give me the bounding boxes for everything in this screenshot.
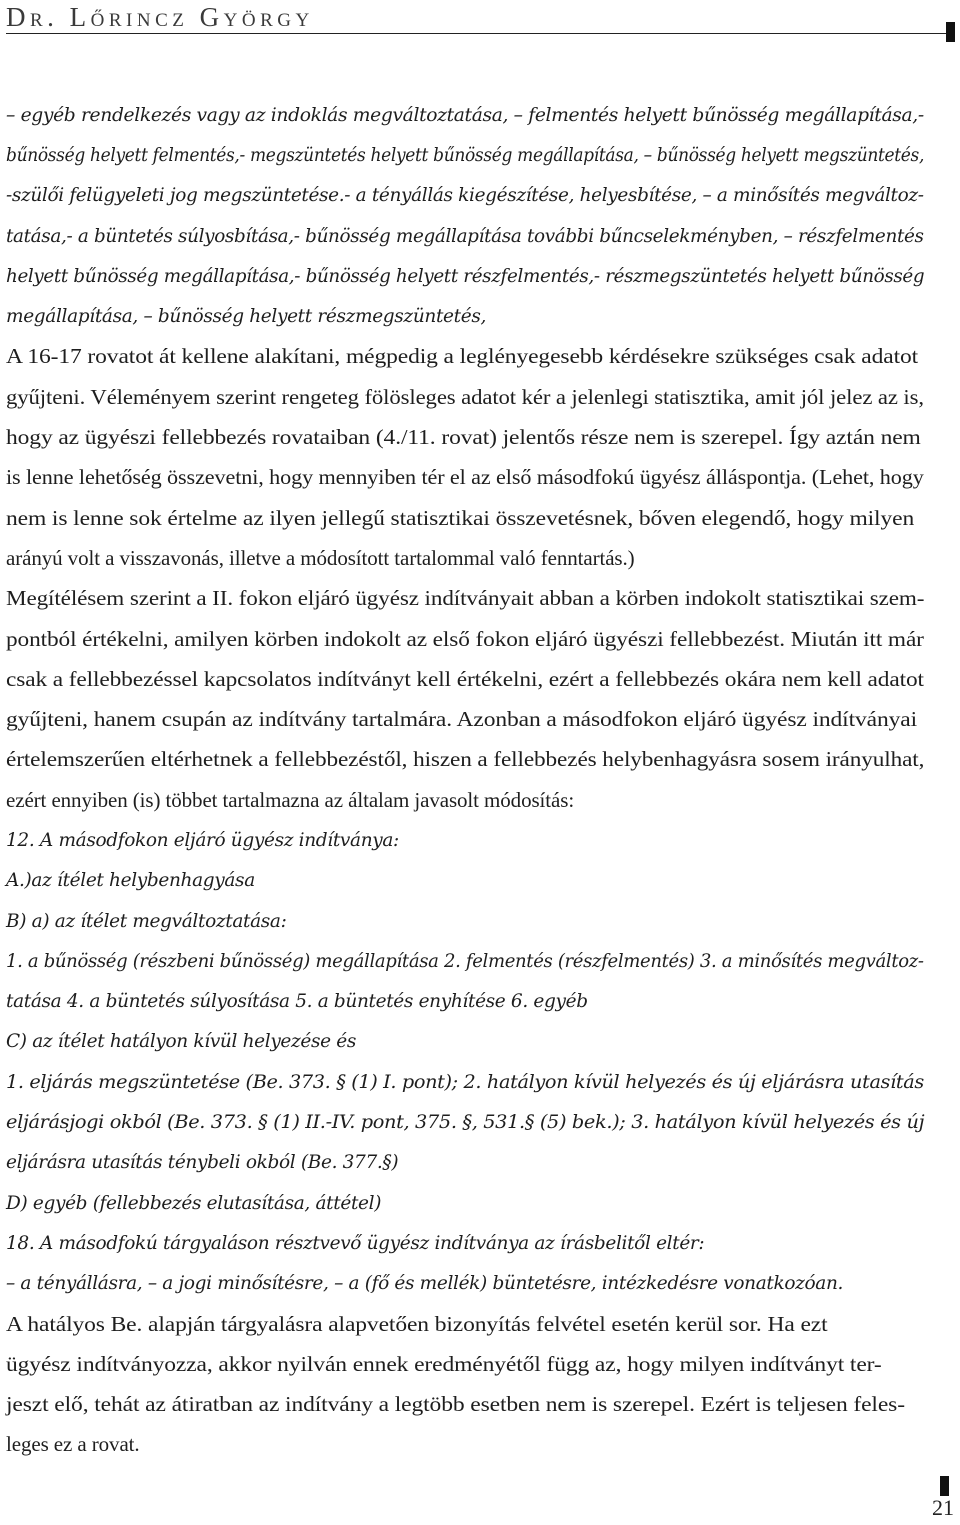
text-line: hogy az ügyészi fellebbezés rovataiban (4./11. rovat) jelentős része nem is szerepel. Így aztán nem [6,425,921,450]
footer-corner-mark [940,1476,949,1496]
text-line: 1. a bűnösség (részbeni bűnösség) megállapítása 2. felmentés (részfelmentés) 3. a minősítés megváltoz- [6,950,924,972]
page-number: 21 [932,1495,954,1520]
text-line: pontból értékelni, amilyen körben indokolt az első fokon eljáró ügyészi fellebbezést. Miután itt már [6,626,924,651]
text-line: értelemszerűen eltérhetnek a fellebbezéstől, hiszen a fellebbezés helybenhagyásra sosem irányulhat, [6,747,925,772]
text-line: C) az ítélet hatályon kívül helyezése és [6,1031,357,1053]
text-line: jeszt elő, tehát az átiratban az indítvány a legtöbb esetben nem is szerepel. Ezért is teljesen feles- [6,1392,905,1417]
text-line: B) a) az ítélet megváltoztatása: [6,910,287,932]
text-line: A hatályos Be. alapján tárgyalásra alapvetően bizonyítás felvétel esetén kerül sor. Ha ezt [6,1311,828,1336]
text-line: nem is lenne sok értelme az ilyen jellegű statisztikai összevetésnek, bőven elegendő, hogy milyen [6,505,915,530]
text-line: ezért ennyiben (is) többet tartalmazna az általam javasolt módosítás: [6,787,575,812]
text-line: – egyéb rendelkezés vagy az indoklás megváltoztatása, – felmentés helyett bűnösség megállapítása,- [6,104,924,126]
text-line: – a tényállásra, – a jogi minősítésre, – a (fő és mellék) büntetésre, intézkedésre vonatkozóan. [6,1273,844,1295]
text-line: arányú volt a visszavonás, illetve a módosított tartalommal való fenntartás.) [6,545,635,570]
running-header [6,2,952,40]
text-line: gyűjteni, hanem csupán az indítvány tartalmára. Azonban a másodfokon eljáró ügyész indítványai [6,707,918,732]
text-line: eljárásra utasítás ténybeli okból (Be. 377.§) [6,1152,399,1174]
text-line: ügyész indítványozza, akkor nyilván ennek eredményétől függ az, hogy milyen indítványt ter- [6,1351,882,1376]
text-line: tatása,- a büntetés súlyosbítása,- bűnösség megállapítása további bűncselekményben, – részfelmentés [6,225,924,247]
text-line: 1. eljárás megszüntetése (Be. 373. § (1) I. pont); 2. hatályon kívül helyezés és új eljárásra utasítás [6,1071,924,1093]
header-corner-mark [946,22,955,42]
text-line: eljárásjogi okból (Be. 373. § (1) II.-IV. pont, 375. §, 531.§ (5) bek.); 3. hatályon kívül helyezés és új [6,1112,925,1134]
text-line: tatása 4. a büntetés súlyosítása 5. a büntetés enyhítése 6. egyéb [6,991,588,1013]
text-line: Megítélésem szerint a II. fokon eljáró ügyész indítványait abban a körben indokolt statisztikai szem- [6,586,925,611]
text-line: bűnösség helyett felmentés,- megszüntetés helyett bűnösség megállapítása, – bűnösség helyett megszüntetés, [6,144,925,166]
text-line: leges ez a rovat. [6,1432,140,1457]
text-line: megállapítása, – bűnösség helyett részmegszüntetés, [6,306,486,328]
text-line: A 16-17 rovatot át kellene alakítani, mégpedig a leglényegesebb kérdésekre szükséges csak adatot [6,344,919,369]
text-line: D) egyéb (fellebbezés elutasítása, áttétel) [6,1192,382,1214]
text-line: 18. A másodfokú tárgyaláson résztvevő ügyész indítványa az írásbelitől eltér: [6,1232,705,1254]
text-line: 12. A másodfokon eljáró ügyész indítványa: [6,829,399,851]
header-author: Dr. Lőrincz György [6,2,314,32]
text-line: -szülői felügyeleti jog megszüntetése.- a tényállás kiegészítése, helyesbítése, – a minősítés megváltoz- [6,185,924,207]
header-rule [6,33,946,34]
text-line: helyett bűnösség megállapítása,- bűnösség helyett részfelmentés,- részmegszüntetés helyett bűnösség [6,265,925,287]
text-line: gyűjteni. Véleményem szerint rengeteg fölösleges adatot kér a jelenlegi statisztika, amit jól jelez az is, [6,384,924,409]
body-text [6,95,924,1465]
text-line: A.)az ítélet helybenhagyása [6,870,255,892]
text-line: csak a fellebbezéssel kapcsolatos indítványt kell értékelni, ezért a fellebbezés okára nem kell adatot [6,666,924,691]
text-line: is lenne lehetőség összevetni, hogy mennyiben tér el az első másodfokú ügyész álláspontja. (Lehet, hogy [6,465,924,490]
